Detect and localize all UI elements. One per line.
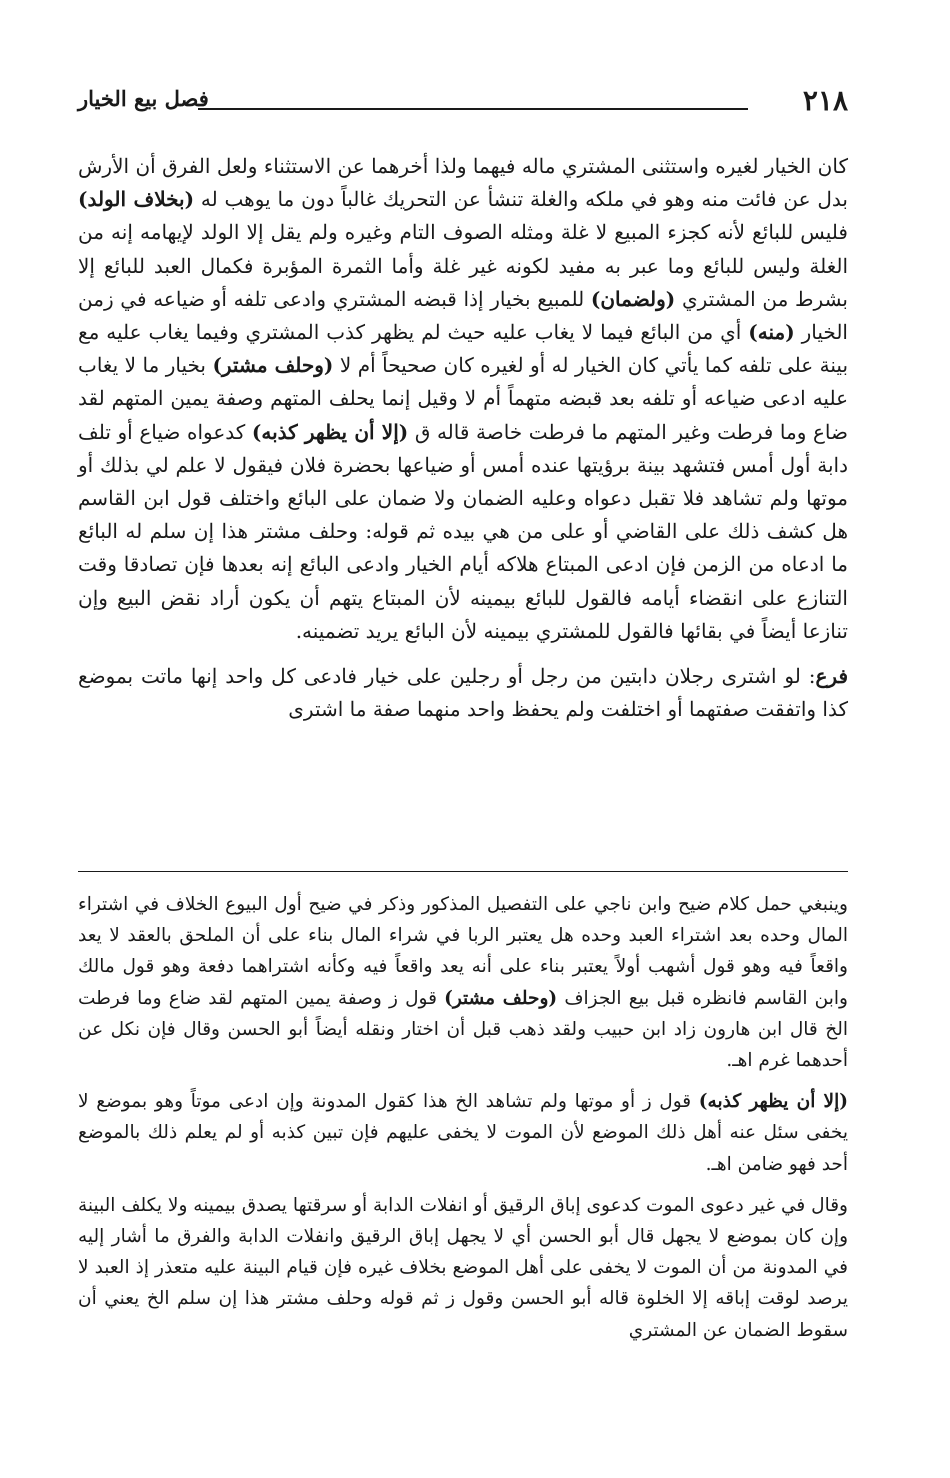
keyword: (إلا أن يظهر كذبه) [698, 1091, 848, 1113]
keyword: (ولضمان) [590, 286, 676, 311]
page-header [78, 78, 848, 126]
text-run: للمبيع بخيار إذا قبضه المشتري وادعى تلفه أو ضياعه في زمن الخيار [78, 286, 848, 345]
text-run: كان الخيار لغيره واستثنى المشتري ماله فيهما ولذا أخرهما عن الاستثناء ولعل الفرق أن الأرش بدل عن فائت منه وهو في ملكه والغلة تنشأ عن التحريك غالباً دون ما يوهب له [78, 154, 848, 212]
footnote-divider [78, 871, 848, 872]
main-text [78, 150, 848, 726]
keyword: فرع [815, 664, 848, 689]
text-run: قول ز وصفة يمين المتهم لقد ضاع وما فرطت الخ قال ابن هارون زاد ابن حبيب ولقد ذهب قبل أن اختار ونقله أيضاً أبو الحسن وقال فإن نكل عن أحدهما غرم اهـ. [78, 987, 848, 1072]
keyword: (منه) [748, 320, 795, 345]
commentary-paragraph [78, 1086, 848, 1180]
main-paragraph [78, 150, 848, 648]
text-run: فليس للبائع لأنه كجزء المبيع لا غلة ومثله الصوف التام وغيره ولم يقل إلا الولد لإيهامه إنه من الغلة وليس للبائع وما عبر به مفيد لكونه غير غلة وأما الثمرة المؤبرة فكمال العبد للبائع إلا بشرط من المشتري [78, 220, 848, 311]
text-run: بخيار ما لا يغاب عليه ادعى ضياعه أو تلفه بعد قبضه متهماً أم لا وقيل إنما يحلف المتهم وصفة يمين المتهم لقد ضاع وما فرطت وغير المتهم ما فرطت خاصة قاله ق [78, 353, 849, 444]
keyword: (وحلف مشتر) [212, 353, 334, 378]
main-paragraph [78, 660, 848, 726]
keyword: (إلا أن يظهر كذبه) [251, 419, 409, 444]
running-title: فصل بيع الخيار [78, 86, 209, 111]
commentary-paragraph [78, 889, 848, 1076]
commentary-text [78, 889, 848, 1346]
commentary-paragraph [78, 1190, 848, 1346]
text-run: قول ز أو موتها ولم تشاهد الخ هذا كقول المدونة وإن ادعى موتاً وهو بموضع لا يخفى سئل عنه أهل ذلك الموضع لأن الموت لا يخفى عليهم فإن تبين كذبه أو لم يعلم ذلك بالموضع أحد فهو ضامن اهـ. [78, 1091, 848, 1175]
header-rule [198, 108, 748, 110]
text-run: أي من البائع فيما لا يغاب عليه حيث لم يظهر كذب المشتري وفيما يغاب عليه مع بينة على تلفه كما يأتي كان الخيار له أو لغيره كان صحيحاً أم لا [78, 320, 849, 378]
keyword: (بخلاف الولد) [78, 187, 195, 212]
keyword: (وحلف مشتر) [444, 987, 558, 1009]
text-run: وقال في غير دعوى الموت كدعوى إباق الرقيق أو انفلات الدابة أو سرقتها يصدق بيمينه ولا يكلف البينة وإن كان بموضع لا يجهل قال أبو الحسن أي لا يجهل إباق الرقيق وانفلات الدابة والفرق ما أشار إليه في المدونة من أن الموت لا يخفى على أهل الموضع بخلاف غيره فإن قيام البينة عليه متعذر إذ العبد لا يرصد لوقت إباقه إلا الخلوة قاله أبو الحسن وقول ز ثم قوله وحلف مشتر هذا إن سلم الخ يعني أن سقوط الضمان عن المشتري [78, 1194, 848, 1341]
page-number: ٢١٨ [802, 84, 848, 117]
text-run: وينبغي حمل كلام ضيح وابن ناجي على التفصيل المذكور وذكر في ضيح أول البيوع الخلاف في اشتراء المال وحده بعد اشتراء العبد وحده هل يعتبر الربا في شراء المال بناء على أن الملحق بالعقد لا يعد واقعاً فيه وهو قول أشهب أولاً يعتبر بناء على أنه يعد واقعاً فيه وكأنه اشتراهما دفعة وهو قول مالك وابن القاسم فانظره قبل بيع الجزاف [78, 894, 848, 1009]
text-run: : لو اشترى رجلان دابتين من رجل أو رجلين على خيار فادعى كل واحد إنها ماتت بموضع كذا واتفقت صفتهما أو اختلفت ولم يحفظ واحد منهما صفة ما اشترى [78, 664, 848, 722]
text-run: كدعواه ضياع أو تلف دابة أول أمس فتشهد بينة برؤيتها عنده أمس أو ضياعها بحضرة فلان فيقول لا علم لي بذلك أو موتها ولم تشاهد فلا تقبل دعواه وعليه الضمان ولا ضمان على البائع واختلف قول ابن القاسم هل كشف ذلك على القاضي أو على من هي بيده ثم قوله: وحلف مشتر هذا إن سلم له البائع ما ادعاه من الزمن فإن ادعى المبتاع هلاكه أيام الخيار وادعى البائع إنه بعدها فإن تصادقا وقت التنازع على انقضاء أيامه فالقول للبائع بيمينه لأن المبتاع يتهم أن يكون أراد نقض البيع وإن تنازعا أيضاً في بقائها فالقول للمشتري بيمينه لأن البائع يريد تضمينه. [78, 419, 848, 643]
